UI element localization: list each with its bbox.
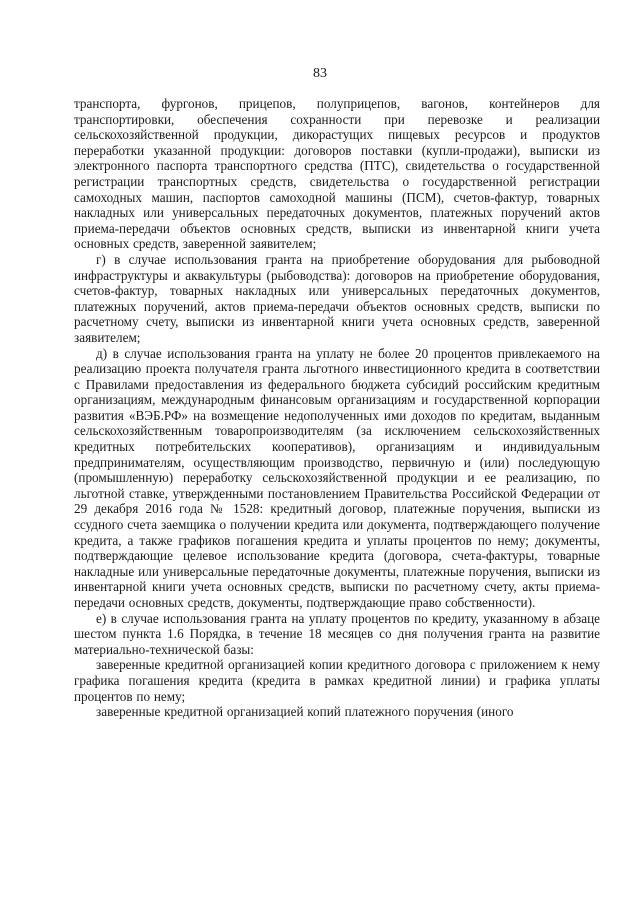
document-body [74,96,600,720]
paragraph-g: г) в случае использования гранта на приобретение оборудования для рыбоводной инфраструктуры и аквакультуры (рыбоводства): договоров на приобретение оборудования, счетов-фактур, товарных накладных или универсальных передаточных документов, платежных поручений, актов приема-передачи объектов основных средств, выписки по расчетному счету, выписки из инвентарной книги учета основных средств, заверенной заявителем; [74,251,600,345]
paragraph-d: д) в случае использования гранта на уплату не более 20 процентов привлекаемого на реализацию проекта получателя гранта льготного инвестиционного кредита в соответствии с Правилами предоставления из федерального бюджета субсидий российским кредитным организациям, международным финансовым организациям и государственной корпорации развития «ВЭБ.РФ» на возмещение недополученных ими доходов по кредитам, выданным сельскохозяйственным товаропроизводителям (за исключением сельскохозяйственных кредитных потребительских кооперативов), организациям и индивидуальным предпринимателям, осуществляющим производство, первичную и (или) последующую (промышленную) переработку сельскохозяйственной продукции и ее реализацию, по льготной ставке, утвержденными постановлением Правительства Российской Федерации от 29 декабря 2016 года № 1528: кредитный договор, платежные поручения, выписки из ссудного счета заемщика о получении кредита или документа, подтверждающего получение кредита, а также графиков погашения кредита и уплаты процентов по нему; документы, подтверждающие целевое использование кредита (договора, счета-фактуры, товарные накладные или универсальные передаточные документы, платежные поручения, выписки из инвентарной книги учета основных средств, выписки по расчетному счету, акты приема-передачи основных средств, документы, подтверждающие право собственности). [74,345,600,610]
page-number: 83 [313,66,327,81]
paragraph-payment-order: заверенные кредитной организацией копий платежного поручения (иного [96,704,514,720]
paragraph-transport-docs: транспорта, фургонов, прицепов, полуприцепов, вагонов, контейнеров для транспортировки, обеспечения сохранности при перевозке и реализации сельскохозяйственной продукции, дикорастущих пищевых ресурсов и продуктов переработки указанной продукции: договоров поставки (купли-продажи), выписки из электронного паспорта транспортного средства (ПТС), свидетельства о государственной регистрации транспортных средств, свидетельства о государственной регистрации самоходных машин, паспортов самоходной машины (ПСМ), счетов-фактур, товарных накладных или универсальных передаточных документов, платежных поручений актов приема-передачи объектов основных средств, выписки из инвентарной книги учета основных средств, заверенной заявителем; [74,96,600,252]
paragraph-credit-agreement: заверенные кредитной организацией копии кредитного договора с приложением к нему графика погашения кредита (кредита в рамках кредитной линии) и графика уплаты процентов по нему; [74,657,600,704]
paragraph-e: е) в случае использования гранта на уплату процентов по кредиту, указанному в абзаце шестом пункта 1.6 Порядка, в течение 18 месяцев со дня получения гранта на развитие материально-технической базы: [74,610,600,657]
